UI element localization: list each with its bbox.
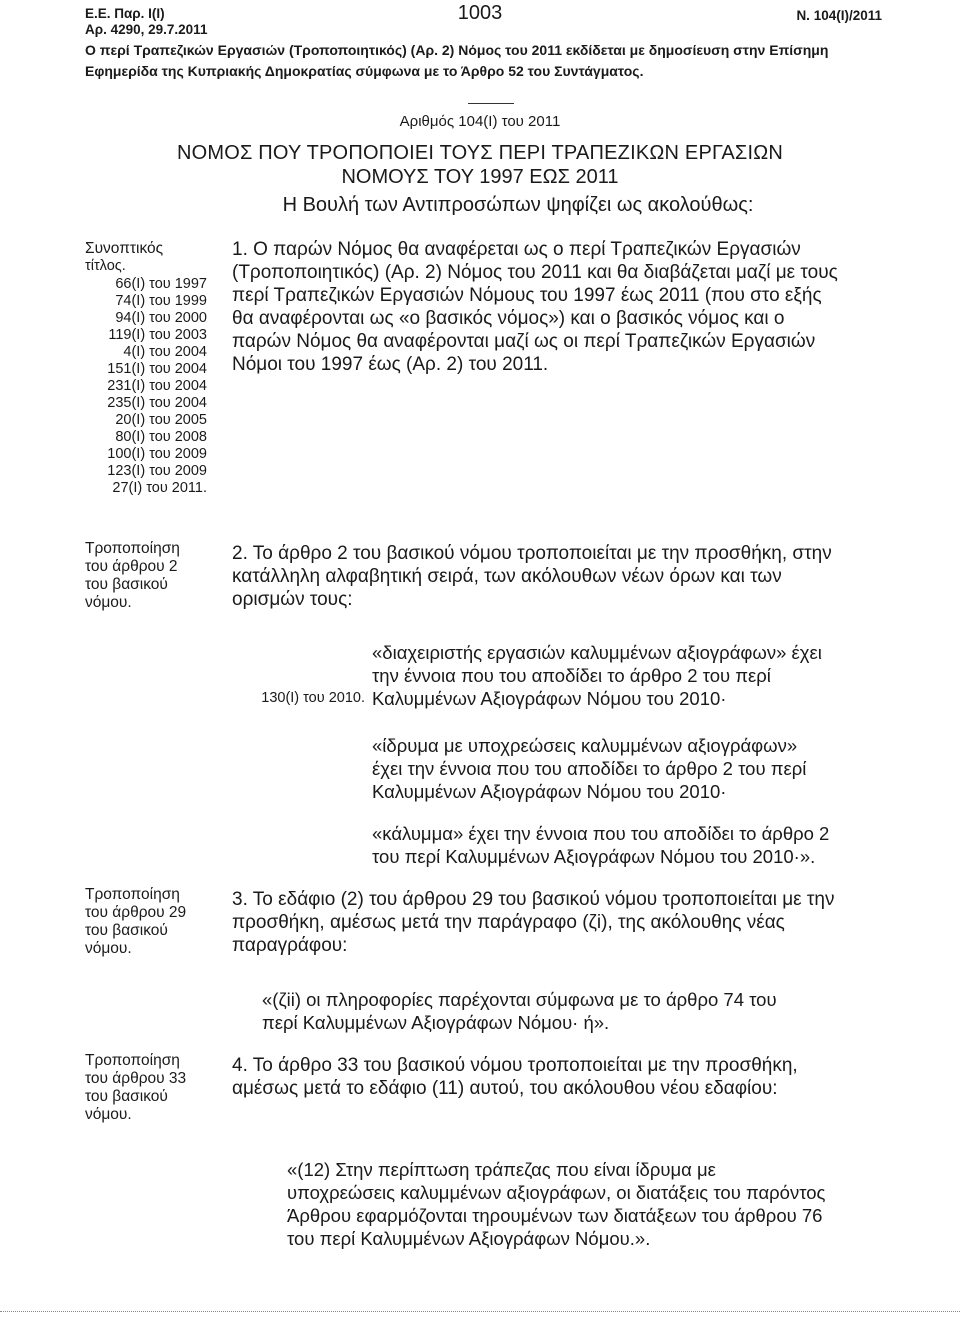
section-2-line: 2. Το άρθρο 2 του βασικού νόμου τροποποιείται με την προσθήκη, στην [232,543,832,564]
margin-note-line: Τροποποίηση [85,1052,180,1069]
section-4-margin-note [85,1052,225,1124]
page-bottom-dotted-line [0,1311,960,1312]
definition-2-line: Καλυμμένων Αξιογράφων Νόμου του 2010· [372,781,727,802]
section-4-quote-line: «(12) Στην περίπτωση τράπεζας που είναι ίδρυμα με [287,1159,716,1180]
short-title-margin-note [85,240,225,275]
section-3-quote-line: «(ζii) οι πληροφορίες παρέχονται σύμφωνα με το άρθρο 74 του [262,989,777,1010]
amending-law-ref: 66(Ι) του 1997 [115,276,207,292]
publication-note: Ο περί Τραπεζικών Εργασιών (Τροποποιητικός) (Αρ. 2) Νόμος του 2011 εκδίδεται με δημοσίευση στην Επίσημη Εφημερίδα της Κυπριακής Δημοκρατίας σύμφωνα με το Άρθρο 52 του Συντάγματος. [85,42,829,79]
margin-note-line: νόμου. [85,940,132,957]
section-2 [232,542,862,611]
definition-2-line: έχει την έννοια που του αποδίδει το άρθρο 2 του περί [372,758,807,779]
amending-law-ref: 123(Ι) του 2009 [107,463,207,479]
section-1 [232,238,862,376]
section-2-line: κατάλληλη αλφαβητική σειρά, των ακόλουθων νέων όρων και των [232,566,782,587]
margin-note-line: Τροποποίηση [85,886,180,903]
definition-1-line: την έννοια που του αποδίδει το άρθρο 2 του περί [372,665,771,686]
law-reference: Ν. 104(Ι)/2011 [796,8,882,23]
section-1-line: 1. Ο παρών Νόμος θα αναφέρεται ως ο περί Τραπεζικών Εργασιών [232,239,801,260]
margin-note-line: του βασικού [85,1088,168,1105]
amending-laws-list [85,276,207,497]
definition-3 [372,822,862,868]
margin-note-line: του βασικού [85,922,168,939]
margin-note-line: του άρθρου 33 [85,1070,187,1087]
amending-law-ref: 80(Ι) του 2008 [115,429,207,445]
amending-law-ref: 27(Ι) του 2011. [112,480,207,496]
margin-short-title-line-1: Συνοπτικός [85,240,164,257]
section-4 [232,1054,862,1100]
section-1-line: Νόμοι του 1997 έως (Αρ. 2) του 2011. [232,354,549,375]
amending-law-ref: 119(Ι) του 2003 [108,327,207,343]
margin-note-line: νόμου. [85,1106,132,1123]
definition-2-line: «ίδρυμα με υποχρεώσεις καλυμμένων αξιογράφων» [372,735,798,756]
amending-law-ref: 4(Ι) του 2004 [123,344,207,360]
section-1-line: περί Τραπεζικών Εργασιών Νόμους του 1997 έως 2011 (που στο εξής [232,285,822,306]
law-title-line-2: ΝΟΜΟΥΣ ΤΟΥ 1997 ΕΩΣ 2011 [341,166,619,188]
margin-note-line: νόμου. [85,594,132,611]
law-number: Αριθμός 104(Ι) του 2011 [399,113,561,130]
amending-law-ref: 74(Ι) του 1999 [115,293,207,309]
definition-1 [372,641,862,710]
section-3-line: παραγράφου: [232,935,348,956]
section-4-quote-line: του περί Καλυμμένων Αξιογράφων Νόμου.». [287,1228,651,1249]
amending-law-ref: 100(Ι) του 2009 [107,446,207,462]
section-3-line: προσθήκη, αμέσως μετά την παράγραφο (ζi), της ακόλουθης νέας [232,912,785,933]
section-3 [232,888,862,957]
reference-130-2010: 130(Ι) του 2010. [261,690,365,706]
amending-law-ref: 235(Ι) του 2004 [107,395,207,411]
section-2-line: ορισμών τους: [232,589,353,610]
amending-law-ref: 231(Ι) του 2004 [107,378,207,394]
section-4-line: 4. Το άρθρο 33 του βασικού νόμου τροποποιείται με την προσθήκη, [232,1055,798,1076]
section-3-quote-line: περί Καλυμμένων Αξιογράφων Νόμου· ή». [262,1012,610,1033]
law-title-line-1: ΝΟΜΟΣ ΠΟΥ ΤΡΟΠΟΠΟΙΕΙ ΤΟΥΣ ΠΕΡΙ ΤΡΑΠΕΖΙΚΩΝ ΕΡΓΑΣΙΩΝ [176,142,784,164]
margin-note-line: Τροποποίηση [85,540,180,557]
gazette-part: Ε.Ε. Παρ. Ι(Ι) [85,6,165,21]
section-3-new-paragraph [262,988,862,1034]
section-3-margin-note [85,886,225,958]
section-4-line: αμέσως μετά το εδάφιο (11) αυτού, του ακόλουθου νέου εδαφίου: [232,1078,778,1099]
definition-1-line: Καλυμμένων Αξιογράφων Νόμου του 2010· [372,688,727,709]
section-1-line: (Τροποποιητικός) (Αρ. 2) Νόμος του 2011 και θα διαβάζεται μαζί με τους [232,262,838,283]
margin-note-line: του βασικού [85,576,168,593]
definition-2 [372,734,862,803]
page-number: 1003 [457,2,503,24]
margin-note-line: του άρθρου 2 [85,558,178,575]
section-3-line: 3. Το εδάφιο (2) του άρθρου 29 του βασικού νόμου τροποποιείται με την [232,889,835,910]
amending-law-ref: 94(Ι) του 2000 [115,310,207,326]
margin-note-line: του άρθρου 29 [85,904,187,921]
definition-3-line: «κάλυμμα» έχει την έννοια που του αποδίδει το άρθρο 2 [372,823,830,844]
enacting-formula: Η Βουλή των Αντιπροσώπων ψηφίζει ως ακολούθως: [282,194,754,216]
section-1-line: παρών Νόμος θα αναφέρονται μαζί ως οι περί Τραπεζικών Εργασιών [232,331,816,352]
section-2-margin-note [85,540,225,612]
section-4-quote-line: Άρθρου εφαρμόζονται τηρουμένων των διατάξεων του άρθρου 76 [287,1205,823,1226]
definition-1-line: «διαχειριστής εργασιών καλυμμένων αξιογράφων» έχει [372,642,822,663]
amending-law-ref: 20(Ι) του 2005 [115,412,207,428]
margin-short-title-line-2: τίτλος. [85,258,126,274]
section-4-new-subsection [287,1158,862,1250]
definition-3-line: του περί Καλυμμένων Αξιογράφων Νόμου του 2010·». [372,846,816,867]
amending-law-ref: 151(Ι) του 2004 [107,361,207,377]
section-4-quote-line: υποχρεώσεις καλυμμένων αξιογράφων, οι διατάξεις του παρόντος [287,1182,826,1203]
section-1-line: θα αναφέρονται ως «ο βασικός νόμος») και ο βασικός νόμος και ο [232,308,785,329]
gazette-issue-date: Αρ. 4290, 29.7.2011 [85,22,208,37]
separator-rule [468,103,514,104]
